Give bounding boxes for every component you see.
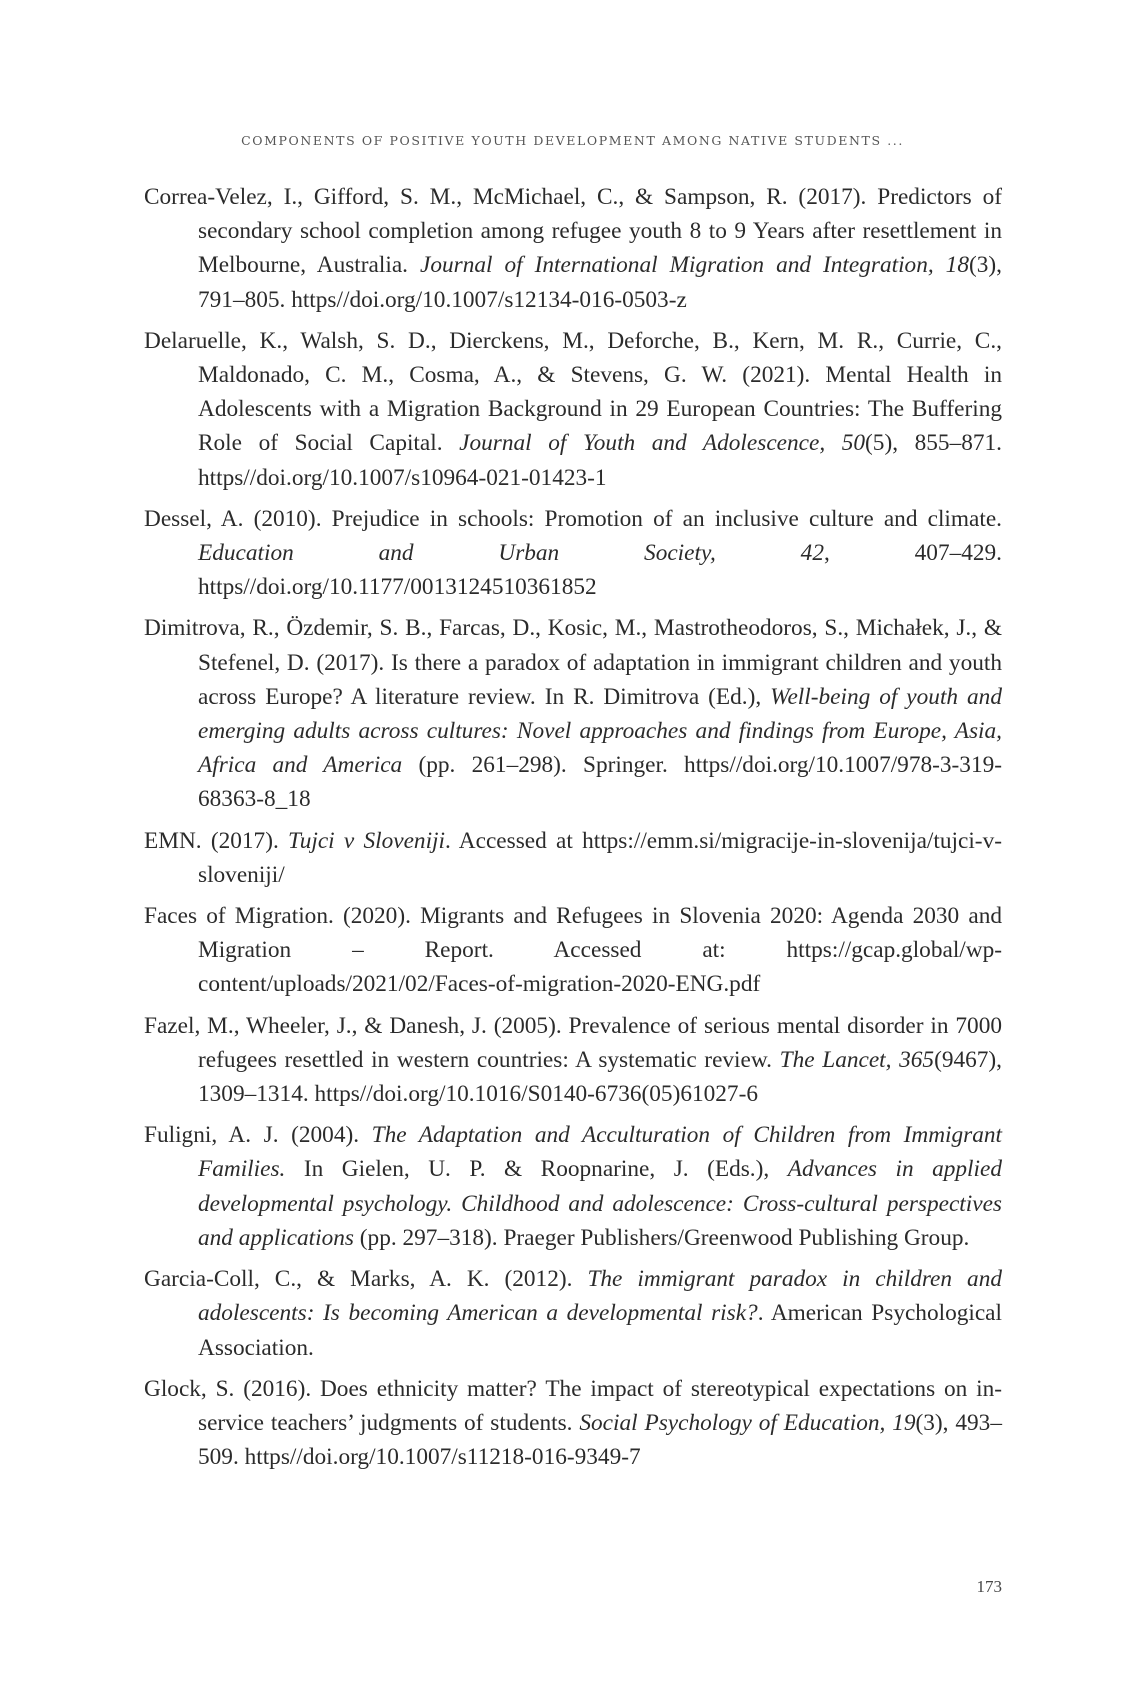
page-number: 173	[976, 1577, 1002, 1596]
reference-text: Delaruelle, K., Walsh, S. D., Dierckens, M., Deforche, B., Kern, M. R., Currie, C., Maldonado, C. M., Cosma, A., & Stevens, G. W. (2021). Mental Health in Adolescents with a Migration Background in 29 European Countries: The Buffering Role of Social Capital.	[144, 327, 1002, 457]
reference-source-italic: Well-being of youth and emerging adults across cultures: Novel approaches and findings from Europe, Asia, Africa and America	[198, 683, 1002, 779]
reference-text: Dessel, A. (2010). Prejudice in schools: Promotion of an inclusive culture and climate.	[144, 505, 1002, 532]
reference-text: Garcia-Coll, C., & Marks, A. K. (2012).	[144, 1266, 588, 1293]
reference-text: Faces of Migration. (2020). Migrants and Refugees in Slovenia 2020: Agenda 2030 and Migration – Report. Accessed at: https://gcap.global/wp-content/uploads/2021/02/Faces-of-migration-2020-ENG.pdf	[144, 903, 1002, 998]
reference-entry	[144, 1262, 1002, 1365]
reference-text: Correa-Velez, I., Gifford, S. M., McMichael, C., & Sampson, R. (2017). Predictors of secondary school completion among refugee youth 8 to 9 Years after resettlement in Melbourne, Australia.	[144, 184, 1002, 279]
reference-entry	[144, 324, 1002, 495]
reference-entry	[144, 180, 1002, 317]
reference-entry	[144, 1372, 1002, 1475]
reference-list	[144, 180, 1002, 1481]
reference-text: In Gielen, U. P. & Roopnarine, J. (Eds.),	[285, 1156, 788, 1183]
reference-entry	[144, 1009, 1002, 1112]
reference-text: (5), 855–871. https//doi.org/10.1007/s10964-021-01423-1	[198, 430, 1002, 491]
reference-entry	[144, 824, 1002, 892]
reference-source-italic: The Lancet, 365	[779, 1046, 935, 1073]
reference-text: Dimitrova, R., Özdemir, S. B., Farcas, D., Kosic, M., Mastrotheodoros, S., Michałek, J., & Stefenel, D. (2017). Is there a paradox of adaptation in immigrant children and youth across Europe? A literature review. In R. Dimitrova (Ed.),	[144, 615, 1002, 710]
reference-entry	[144, 611, 1002, 816]
reference-text: (pp. 297–318). Praeger Publishers/Greenwood Publishing Group.	[353, 1224, 970, 1251]
reference-source-italic: Education and Urban Society, 42	[198, 540, 824, 567]
reference-source-italic: The Adaptation and Acculturation of Children from Immigrant Families.	[198, 1122, 1002, 1183]
reference-source-italic: Social Psychology of Education, 19	[579, 1409, 916, 1436]
reference-text: (3), 493–509. https//doi.org/10.1007/s11218-016-9349-7	[198, 1409, 1002, 1471]
reference-text: EMN. (2017).	[144, 827, 289, 854]
reference-source-italic: Journal of Youth and Adolescence, 50	[459, 430, 866, 457]
reference-text: Fuligni, A. J. (2004).	[144, 1122, 372, 1149]
reference-source-italic: The immigrant paradox in children and adolescents: Is becoming American a developmental risk?	[198, 1266, 1002, 1327]
reference-entry	[144, 1118, 1002, 1255]
reference-text: Glock, S. (2016). Does ethnicity matter? The impact of stereotypical expectations on in-service teachers’ judgments of students.	[144, 1375, 1002, 1436]
reference-text: (9467), 1309–1314. https//doi.org/10.1016/S0140-6736(05)61027-6	[198, 1046, 1002, 1108]
running-head: COMPONENTS OF POSITIVE YOUTH DEVELOPMENT AMONG NATIVE STUDENTS ...	[241, 133, 904, 148]
reference-source-italic: Tujci v Sloveniji	[288, 827, 445, 854]
reference-text: . American Psychological Association.	[198, 1300, 1002, 1361]
reference-source-italic: Advances in applied developmental psychology. Childhood and adolescence: Cross-cultural perspectives and applications	[198, 1156, 1002, 1251]
reference-text: Fazel, M., Wheeler, J., & Danesh, J. (2005). Prevalence of serious mental disorder in 7000 refugees resettled in western countries: A systematic review.	[144, 1012, 1002, 1073]
reference-source-italic: Journal of International Migration and Integration, 18	[420, 252, 969, 279]
reference-entry	[144, 502, 1002, 605]
reference-entry	[144, 899, 1002, 1002]
reference-text: (pp. 261–298). Springer. https//doi.org/10.1007/978-3-319-68363-8_18	[198, 752, 1003, 813]
reference-text: , 407–429. https//doi.org/10.1177/0013124510361852	[198, 540, 1003, 601]
reference-text: (3), 791–805. https//doi.org/10.1007/s12134-016-0503-z	[198, 252, 1002, 313]
reference-text: . Accessed at https://emm.si/migracije-in-slovenija/tujci-v-sloveniji/	[198, 827, 1002, 888]
